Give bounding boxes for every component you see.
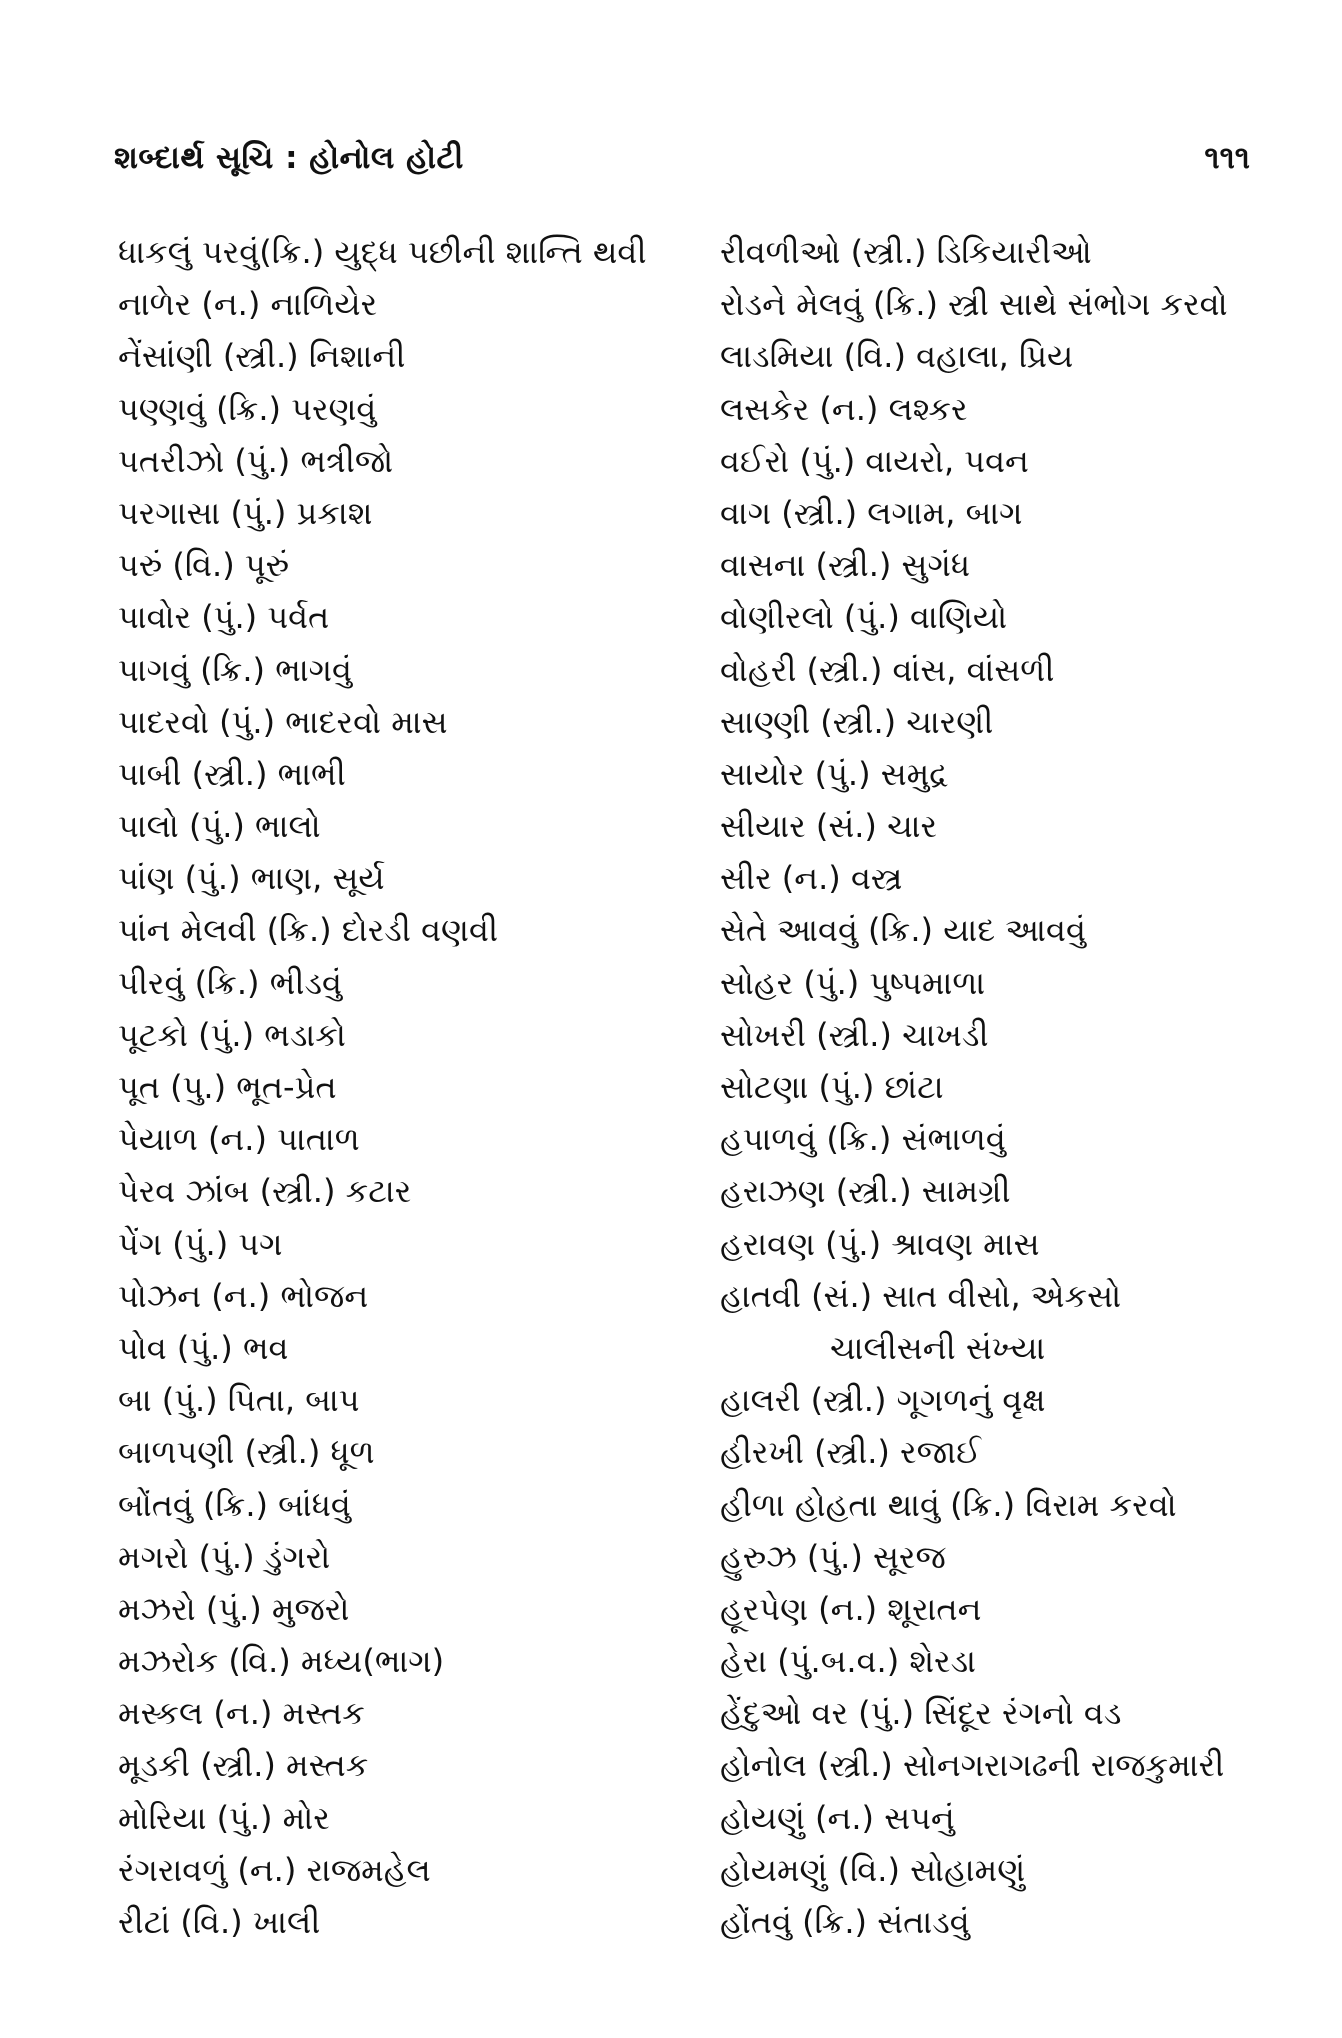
glossary-entry: હીરખી (સ્ત્રી.) રજાઈ xyxy=(720,1433,981,1472)
glossary-entry: મોરિયા (પું.) મોર xyxy=(118,1798,330,1837)
glossary-entry: વોણીરલો (પું.) વાણિયો xyxy=(720,598,1008,637)
glossary-entry: સીયાર (સં.) ચાર xyxy=(720,807,938,846)
glossary-entry: વાગ (સ્ત્રી.) લગામ, બાગ xyxy=(720,493,1023,532)
glossary-entry: હૂરપેણ (ન.) શૂરાતન xyxy=(720,1589,982,1628)
glossary-entry: લાડમિયા (વિ.) વહાલા, પ્રિય xyxy=(720,337,1074,376)
page-number: ૧૧૧ xyxy=(1204,140,1250,176)
glossary-entry: પતરીઝો (પું.) ભત્રીજો xyxy=(118,441,394,480)
glossary-entry: હેરા (પું.બ.વ.) શેરડા xyxy=(720,1642,976,1681)
glossary-entry: પૂત (પુ.) ભૂત-પ્રેત xyxy=(118,1068,337,1106)
glossary-entry: પાંન મેલવી (ક્રિ.) દોરડી વણવી xyxy=(118,911,499,950)
glossary-entry: સાયોર (પું.) સમુદ્ર xyxy=(720,754,949,793)
glossary-entry: લસકેર (ન.) લશ્કર xyxy=(720,389,968,428)
glossary-entry: પોવ (પું.) ભવ xyxy=(118,1328,289,1367)
glossary-entry: વોહરી (સ્ત્રી.) વાંસ, વાંસળી xyxy=(720,650,1055,689)
glossary-entry: પીરવું (ક્રિ.) ભીડવું xyxy=(118,963,342,1002)
glossary-entry: પરગાસા (પું.) પ્રકાશ xyxy=(118,493,373,532)
glossary-entry: પેંગ (પું.) પગ xyxy=(118,1224,283,1263)
glossary-entry: હોનોલ (સ્ત્રી.) સોનગરાગઢની રાજકુમારી xyxy=(720,1746,1225,1785)
glossary-entry: હીળા હોહતા થાવું (ક્રિ.) વિરામ કરવો xyxy=(720,1485,1177,1524)
right-glossary-column xyxy=(720,226,1320,1948)
glossary-entry: હાતવી (સં.) સાત વીસો, એકસો xyxy=(720,1276,1122,1315)
glossary-entry: હરાવણ (પું.) શ્રાવણ માસ xyxy=(720,1224,1040,1263)
glossary-entry: પાબી (સ્ત્રી.) ભાભી xyxy=(118,754,346,793)
glossary-entry: નાળેર (ન.) નાળિયેર xyxy=(118,285,378,324)
glossary-entry: હપાળવું (ક્રિ.) સંભાળવું xyxy=(720,1120,1006,1159)
glossary-entry: હોયણું (ન.) સપનું xyxy=(720,1798,955,1837)
glossary-entry: હોયમણું (વિ.) સોહામણું xyxy=(720,1850,1026,1889)
glossary-entry: રીટાં (વિ.) ખાલી xyxy=(118,1903,321,1941)
glossary-entry: પણ્ણવું (ક્રિ.) પરણવું xyxy=(118,389,377,428)
glossary-entry: વાસના (સ્ત્રી.) સુગંધ xyxy=(720,546,971,585)
glossary-entry: પોઝન (ન.) ભોજન xyxy=(118,1276,369,1315)
glossary-entry: સોહર (પું.) પુષ્પમાળા xyxy=(720,963,986,1002)
glossary-entry: બાળપણી (સ્ત્રી.) ધૂળ xyxy=(118,1433,375,1472)
glossary-entry: પાંણ (પું.) ભાણ, સૂર્ય xyxy=(118,859,385,898)
glossary-entry: મઝરોક (વિ.) મધ્ય(ભાગ) xyxy=(118,1642,445,1681)
left-glossary-column xyxy=(118,226,698,1948)
glossary-entry: નેંસાંણી (સ્ત્રી.) નિશાની xyxy=(118,337,406,376)
glossary-entry: હોંતવું (ક્રિ.) સંતાડવું xyxy=(720,1903,970,1941)
glossary-entry: બોંતવું (ક્રિ.) બાંધવું xyxy=(118,1485,351,1524)
glossary-entry: પૂટકો (પું.) ભડાકો xyxy=(118,1015,346,1054)
glossary-entry: હરાઝણ (સ્ત્રી.) સામગ્રી xyxy=(720,1172,1011,1211)
glossary-entry: પેયાળ (ન.) પાતાળ xyxy=(118,1120,360,1159)
glossary-entry: હુરુઝ (પું.) સૂરજ xyxy=(720,1537,946,1576)
running-head: શબ્દાર્થ સૂચિ : હોનોલ હોટી xyxy=(114,140,464,176)
glossary-entry: મઝરો (પું.) મુજરો xyxy=(118,1589,350,1628)
glossary-entry-continuation: ચાલીસની સંખ્યા xyxy=(830,1328,1046,1367)
glossary-entry: મસ્કલ (ન.) મસ્તક xyxy=(118,1694,365,1733)
glossary-entry: ધાકલું પરવું(ક્રિ.) યુદ્ધ પછીની શાન્તિ થવી xyxy=(118,233,647,271)
glossary-entry: પાલો (પું.) ભાલો xyxy=(118,807,321,846)
glossary-entry: હાલરી (સ્ત્રી.) ગૂગળનું વૃક્ષ xyxy=(720,1381,1046,1420)
glossary-entry: પેરવ ઝાંબ (સ્ત્રી.) કટાર xyxy=(118,1172,412,1211)
glossary-entry: વઈરો (પું.) વાયરો, પવન xyxy=(720,441,1029,480)
glossary-entry: બા (પું.) પિતા, બાપ xyxy=(118,1381,360,1420)
glossary-entry: સેતે આવવું (ક્રિ.) યાદ આવવું xyxy=(720,911,1086,950)
glossary-entry: હેંદુઓ વર (પું.) સિંદૂર રંગનો વડ xyxy=(720,1694,1122,1733)
glossary-entry: પાદરવો (પું.) ભાદરવો માસ xyxy=(118,702,448,741)
glossary-entry: સોટણા (પું.) છાંટા xyxy=(720,1068,944,1106)
glossary-entry: સોખરી (સ્ત્રી.) ચાખડી xyxy=(720,1015,989,1054)
glossary-entry: પાગવું (ક્રિ.) ભાગવું xyxy=(118,650,352,689)
glossary-entry: પાવોર (પું.) પર્વત xyxy=(118,598,330,637)
glossary-entry: રોડને મેલવું (ક્રિ.) સ્ત્રી સાથે સંભોગ કરવો xyxy=(720,285,1228,324)
glossary-entry: રંગરાવળું (ન.) રાજમહેલ xyxy=(118,1850,431,1889)
glossary-entry: મૂડકી (સ્ત્રી.) મસ્તક xyxy=(118,1746,369,1785)
glossary-entry: પરું (વિ.) પૂરું xyxy=(118,546,290,585)
glossary-entry: રીવળીઓ (સ્ત્રી.) ડિકિયારીઓ xyxy=(720,233,1092,271)
glossary-entry: સાણ્ણી (સ્ત્રી.) ચારણી xyxy=(720,702,994,741)
glossary-entry: મગરો (પું.) ડુંગરો xyxy=(118,1537,331,1576)
glossary-entry: સીર (ન.) વસ્ત્ર xyxy=(720,859,903,898)
